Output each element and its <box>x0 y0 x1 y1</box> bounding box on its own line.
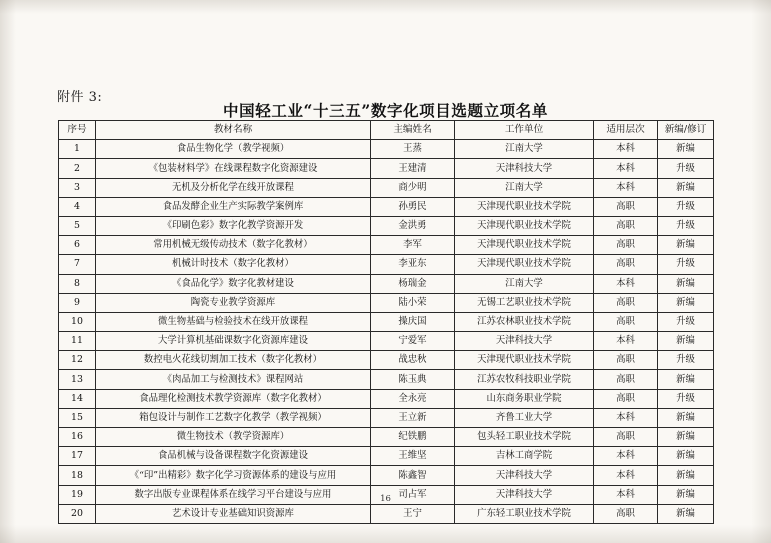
cell-name: 《食品化学》数字化教材建设 <box>96 274 371 293</box>
cell-name: 食品机械与设备课程数字化资源建设 <box>96 447 371 466</box>
cell-level: 高职 <box>594 312 658 331</box>
cell-level: 本科 <box>594 274 658 293</box>
cell-no: 13 <box>59 370 96 389</box>
cell-editor: 王蒸 <box>371 140 455 159</box>
scan-shadow-right <box>751 0 771 543</box>
cell-no: 7 <box>59 255 96 274</box>
cell-status: 新编 <box>658 408 714 427</box>
cell-no: 17 <box>59 447 96 466</box>
column-header-name: 教材名称 <box>96 121 371 140</box>
cell-name: 食品理化检测技术教学资源库（数字化教材） <box>96 389 371 408</box>
cell-org: 包头轻工职业技术学院 <box>455 428 594 447</box>
cell-editor: 王建清 <box>371 159 455 178</box>
cell-status: 新编 <box>658 332 714 351</box>
cell-status: 新编 <box>658 140 714 159</box>
cell-no: 16 <box>59 428 96 447</box>
cell-name: 数字出版专业课程体系在线学习平台建设与应用 <box>96 485 371 504</box>
cell-editor: 陈玉典 <box>371 370 455 389</box>
cell-status: 升级 <box>658 389 714 408</box>
cell-name: 数控电火花线切割加工技术（数字化教材） <box>96 351 371 370</box>
cell-editor: 王维坚 <box>371 447 455 466</box>
cell-status: 新编 <box>658 428 714 447</box>
cell-org: 江南大学 <box>455 178 594 197</box>
cell-status: 新编 <box>658 447 714 466</box>
cell-status: 新编 <box>658 466 714 485</box>
cell-no: 8 <box>59 274 96 293</box>
cell-org: 天津科技大学 <box>455 485 594 504</box>
cell-level: 高职 <box>594 255 658 274</box>
cell-name: 无机及分析化学在线开放课程 <box>96 178 371 197</box>
cell-status: 新编 <box>658 293 714 312</box>
cell-no: 11 <box>59 332 96 351</box>
cell-org: 齐鲁工业大学 <box>455 408 594 427</box>
cell-editor: 李亚东 <box>371 255 455 274</box>
table-row <box>59 351 714 370</box>
cell-org: 无锡工艺职业技术学院 <box>455 293 594 312</box>
cell-status: 升级 <box>658 255 714 274</box>
column-header-editor: 主编姓名 <box>371 121 455 140</box>
cell-no: 2 <box>59 159 96 178</box>
table-row <box>59 466 714 485</box>
cell-no: 9 <box>59 293 96 312</box>
cell-org: 山东商务职业学院 <box>455 389 594 408</box>
table-row <box>59 389 714 408</box>
page-title: 中国轻工业“十三五”数字化项目选题立项名单 <box>223 101 548 120</box>
cell-name: 《印刷色彩》数字化教学资源开发 <box>96 216 371 235</box>
cell-org: 江南大学 <box>455 274 594 293</box>
table-row <box>59 216 714 235</box>
column-header-no: 序号 <box>59 121 96 140</box>
table-header-row <box>59 121 714 140</box>
cell-org: 天津现代职业技术学院 <box>455 236 594 255</box>
cell-status: 升级 <box>658 312 714 331</box>
cell-editor: 李军 <box>371 236 455 255</box>
cell-name: 艺术设计专业基础知识资源库 <box>96 504 371 523</box>
cell-editor: 纪铁鹏 <box>371 428 455 447</box>
cell-level: 本科 <box>594 447 658 466</box>
table-row <box>59 255 714 274</box>
cell-editor: 操庆国 <box>371 312 455 331</box>
cell-org: 江苏农牧科技职业学院 <box>455 370 594 389</box>
cell-editor: 司占军 <box>371 485 455 504</box>
table-row <box>59 428 714 447</box>
cell-editor: 陆小荣 <box>371 293 455 312</box>
table-row <box>59 274 714 293</box>
cell-level: 本科 <box>594 140 658 159</box>
table-row <box>59 140 714 159</box>
cell-editor: 宁爱军 <box>371 332 455 351</box>
cell-name: 常用机械无级传动技术（数字化教材） <box>96 236 371 255</box>
table-row <box>59 312 714 331</box>
cell-level: 本科 <box>594 466 658 485</box>
cell-status: 升级 <box>658 351 714 370</box>
cell-level: 高职 <box>594 370 658 389</box>
cell-no: 15 <box>59 408 96 427</box>
cell-editor: 商少明 <box>371 178 455 197</box>
table-row <box>59 408 714 427</box>
cell-name: 《肉品加工与检测技术》课程网站 <box>96 370 371 389</box>
cell-no: 19 <box>59 485 96 504</box>
cell-name: 箱包设计与制作工艺数字化教学（教学视频） <box>96 408 371 427</box>
column-header-status: 新编/修订 <box>658 121 714 140</box>
table-row <box>59 332 714 351</box>
cell-no: 6 <box>59 236 96 255</box>
cell-editor: 全永亮 <box>371 389 455 408</box>
cell-org: 天津现代职业技术学院 <box>455 197 594 216</box>
cell-no: 3 <box>59 178 96 197</box>
cell-editor: 战忠秋 <box>371 351 455 370</box>
cell-status: 升级 <box>658 197 714 216</box>
cell-org: 天津现代职业技术学院 <box>455 216 594 235</box>
cell-editor: 陈鑫智 <box>371 466 455 485</box>
table-row <box>59 236 714 255</box>
cell-org: 天津现代职业技术学院 <box>455 351 594 370</box>
table-row <box>59 159 714 178</box>
cell-status: 升级 <box>658 216 714 235</box>
scan-shadow-top <box>0 0 771 14</box>
cell-level: 本科 <box>594 178 658 197</box>
cell-level: 本科 <box>594 159 658 178</box>
scan-shadow-bottom <box>0 525 771 543</box>
scan-shadow-left <box>0 0 16 543</box>
cell-name: 陶瓷专业教学资源库 <box>96 293 371 312</box>
cell-org: 江南大学 <box>455 140 594 159</box>
cell-name: 《“印”出精彩》数字化学习资源体系的建设与应用 <box>96 466 371 485</box>
cell-editor: 王立新 <box>371 408 455 427</box>
cell-no: 18 <box>59 466 96 485</box>
cell-editor: 杨瑞金 <box>371 274 455 293</box>
cell-no: 10 <box>59 312 96 331</box>
project-list-table <box>58 120 714 524</box>
cell-editor: 孙勇民 <box>371 197 455 216</box>
cell-no: 1 <box>59 140 96 159</box>
cell-org: 江苏农林职业技术学院 <box>455 312 594 331</box>
cell-name: 微生物基础与检验技术在线开放课程 <box>96 312 371 331</box>
table-row <box>59 197 714 216</box>
cell-no: 12 <box>59 351 96 370</box>
page-number: 16 <box>380 494 391 504</box>
table-row <box>59 178 714 197</box>
cell-level: 本科 <box>594 408 658 427</box>
cell-org: 广东轻工职业技术学院 <box>455 504 594 523</box>
cell-org: 天津科技大学 <box>455 159 594 178</box>
cell-name: 机械计时技术（数字化教材） <box>96 255 371 274</box>
cell-no: 20 <box>59 504 96 523</box>
table-row <box>59 447 714 466</box>
cell-level: 高职 <box>594 428 658 447</box>
cell-level: 高职 <box>594 389 658 408</box>
cell-org: 吉林工商学院 <box>455 447 594 466</box>
table-row <box>59 293 714 312</box>
cell-level: 高职 <box>594 216 658 235</box>
cell-name: 《包装材料学》在线课程数字化资源建设 <box>96 159 371 178</box>
cell-name: 大学计算机基础课数字化资源库建设 <box>96 332 371 351</box>
cell-status: 新编 <box>658 178 714 197</box>
cell-name: 食品发酵企业生产实际教学案例库 <box>96 197 371 216</box>
attachment-label: 附件 3: <box>57 90 103 105</box>
cell-level: 高职 <box>594 351 658 370</box>
cell-editor: 金洪勇 <box>371 216 455 235</box>
table-body <box>59 140 714 524</box>
cell-name: 微生物技术（教学资源库） <box>96 428 371 447</box>
cell-level: 高职 <box>594 293 658 312</box>
cell-status: 升级 <box>658 159 714 178</box>
cell-level: 本科 <box>594 485 658 504</box>
cell-no: 4 <box>59 197 96 216</box>
cell-org: 天津科技大学 <box>455 466 594 485</box>
table-row <box>59 504 714 523</box>
cell-name: 食品生物化学（教学视频） <box>96 140 371 159</box>
cell-level: 高职 <box>594 504 658 523</box>
cell-status: 新编 <box>658 504 714 523</box>
cell-status: 新编 <box>658 485 714 504</box>
cell-status: 新编 <box>658 236 714 255</box>
cell-status: 新编 <box>658 274 714 293</box>
cell-level: 本科 <box>594 332 658 351</box>
table-row <box>59 370 714 389</box>
cell-level: 高职 <box>594 236 658 255</box>
cell-no: 14 <box>59 389 96 408</box>
cell-no: 5 <box>59 216 96 235</box>
cell-level: 高职 <box>594 197 658 216</box>
cell-status: 新编 <box>658 370 714 389</box>
column-header-org: 工作单位 <box>455 121 594 140</box>
column-header-level: 适用层次 <box>594 121 658 140</box>
cell-org: 天津现代职业技术学院 <box>455 255 594 274</box>
cell-editor: 王宁 <box>371 504 455 523</box>
cell-org: 天津科技大学 <box>455 332 594 351</box>
